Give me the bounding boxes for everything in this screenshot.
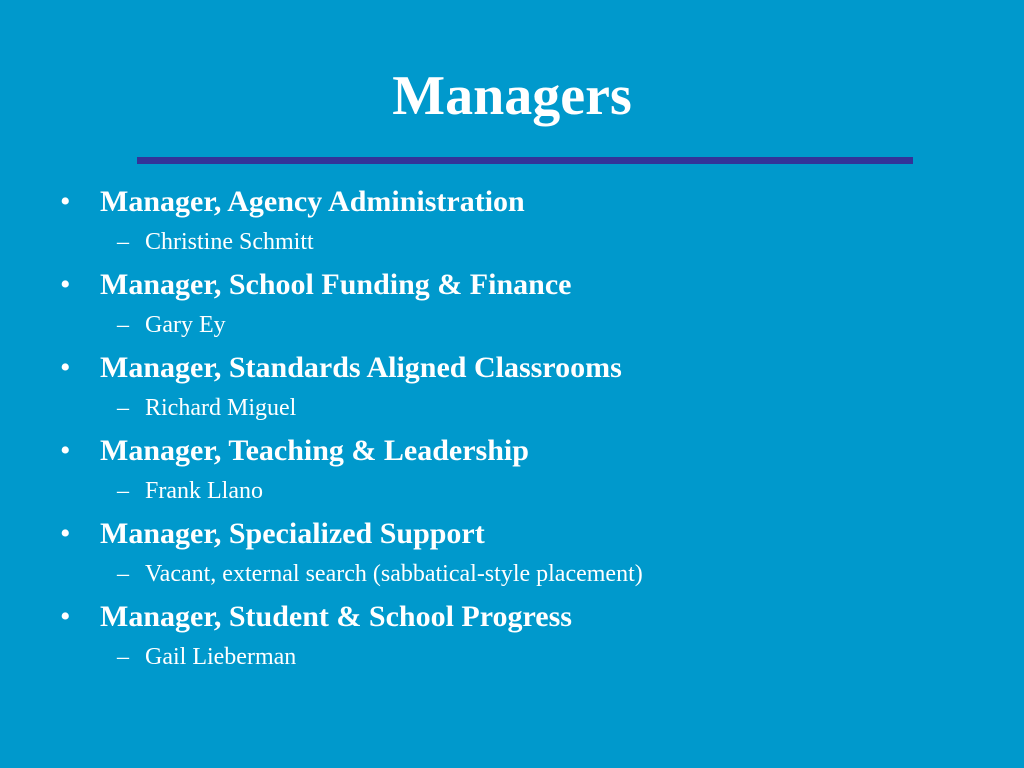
manager-role-row — [0, 594, 1024, 640]
dash-icon: – — [117, 395, 129, 421]
dash-icon: – — [117, 312, 129, 338]
list-item — [0, 262, 1024, 345]
bullet-icon: • — [60, 185, 71, 218]
manager-role: Manager, Agency Administration — [100, 185, 525, 218]
list-item — [0, 179, 1024, 262]
manager-role: Manager, Teaching & Leadership — [100, 434, 529, 467]
bullet-icon: • — [60, 600, 71, 633]
bullet-icon: • — [60, 517, 71, 550]
bullet-icon: • — [60, 351, 71, 384]
manager-name-row — [0, 308, 1024, 345]
manager-role: Manager, Standards Aligned Classrooms — [100, 351, 622, 384]
manager-name: Richard Miguel — [145, 395, 297, 421]
manager-role: Manager, Student & School Progress — [100, 600, 572, 633]
bullet-icon: • — [60, 434, 71, 467]
list-item — [0, 511, 1024, 594]
manager-name: Christine Schmitt — [145, 229, 314, 255]
manager-name: Gary Ey — [145, 312, 226, 338]
manager-role-row — [0, 511, 1024, 557]
list-item — [0, 428, 1024, 511]
dash-icon: – — [117, 478, 129, 504]
dash-icon: – — [117, 644, 129, 670]
manager-role-row — [0, 428, 1024, 474]
manager-name-row — [0, 640, 1024, 677]
slide-title: Managers — [392, 65, 632, 127]
manager-name: Frank Llano — [145, 478, 263, 504]
manager-name-row — [0, 225, 1024, 262]
list-item — [0, 594, 1024, 677]
manager-name: Vacant, external search (sabbatical-style placement) — [145, 561, 643, 587]
manager-name: Gail Lieberman — [145, 644, 297, 670]
manager-name-row — [0, 391, 1024, 428]
title-underline — [137, 157, 913, 164]
bullet-icon: • — [60, 268, 71, 301]
manager-role-row — [0, 262, 1024, 308]
manager-role: Manager, Specialized Support — [100, 517, 485, 550]
manager-role-row — [0, 179, 1024, 225]
manager-name-row — [0, 474, 1024, 511]
dash-icon: – — [117, 561, 129, 587]
dash-icon: – — [117, 229, 129, 255]
manager-role-row — [0, 345, 1024, 391]
manager-list — [0, 179, 1024, 677]
manager-name-row — [0, 557, 1024, 594]
manager-role: Manager, School Funding & Finance — [100, 268, 572, 301]
list-item — [0, 345, 1024, 428]
